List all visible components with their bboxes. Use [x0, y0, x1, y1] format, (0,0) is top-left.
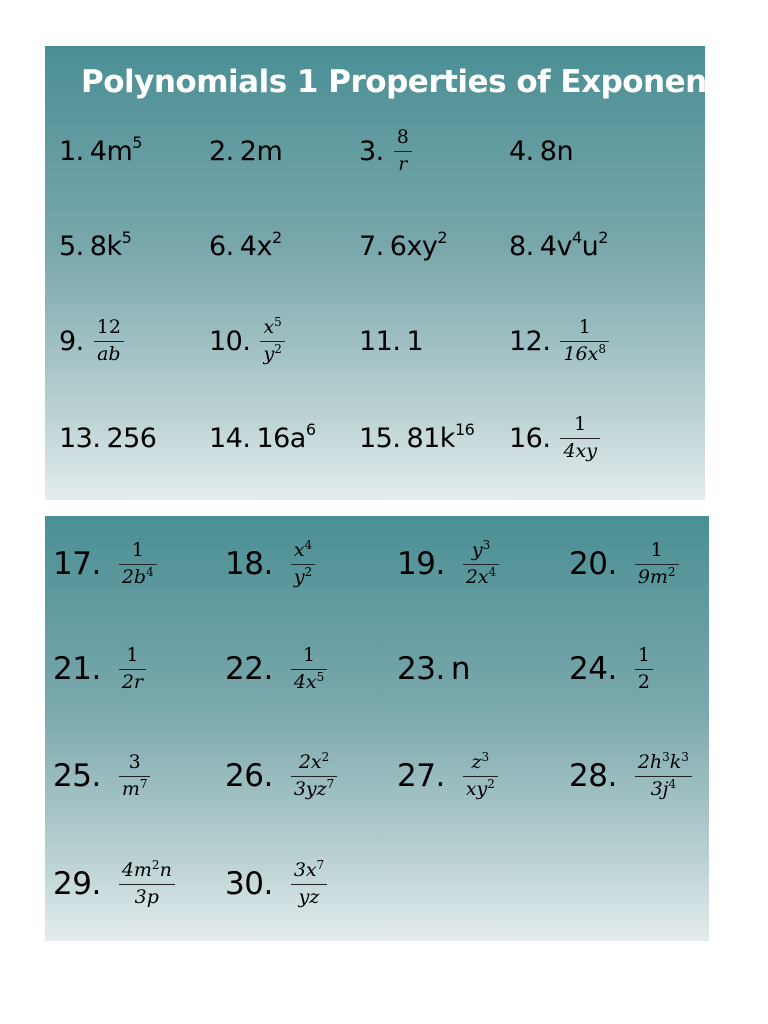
- answer-number: 11.: [359, 325, 401, 357]
- denominator-base: 16x: [563, 342, 599, 365]
- answer-item: [209, 416, 316, 460]
- denominator-exponent: 4: [668, 776, 677, 791]
- answer-base: 6xy: [389, 230, 438, 262]
- answer-expression: [389, 227, 448, 262]
- answer-base: 8n: [539, 135, 574, 167]
- answer-expression: [89, 132, 142, 167]
- answer-item: [569, 643, 653, 693]
- denominator-base: y: [263, 342, 275, 365]
- answer-number: 15.: [359, 422, 401, 454]
- answer-item: [225, 857, 327, 908]
- denominator-exponent: 8: [598, 341, 606, 356]
- denominator-exponent: 2: [667, 564, 676, 579]
- numerator-exponent-2: 3: [681, 749, 689, 764]
- answer-fraction: [260, 314, 284, 366]
- answer-item: [59, 315, 124, 365]
- fraction-numerator: [469, 749, 493, 774]
- answer-item: [225, 643, 327, 693]
- numerator-base: z: [471, 750, 482, 773]
- answer-number: 26.: [225, 758, 273, 794]
- numerator-exponent: 4: [304, 537, 313, 552]
- fraction-numerator: [469, 537, 493, 562]
- fraction-denominator: [94, 344, 124, 366]
- answer-number: 18.: [225, 546, 273, 582]
- answer-number: 10.: [209, 325, 251, 357]
- fraction-numerator: [291, 537, 315, 562]
- answer-fraction: [635, 749, 692, 801]
- denominator-exponent: 7: [139, 776, 148, 791]
- fraction-denominator: [291, 564, 315, 589]
- fraction-numerator: [260, 314, 284, 339]
- numerator-exponent: 2: [321, 749, 330, 764]
- answer-exponent: 2: [271, 227, 282, 247]
- answer-item: [53, 538, 157, 588]
- answer-fraction: [463, 749, 498, 801]
- fraction-numerator: [576, 317, 594, 339]
- fraction-numerator: [94, 317, 124, 339]
- fraction-bar: [94, 341, 124, 342]
- fraction-denominator: [296, 887, 323, 909]
- denominator-exponent: 2: [487, 776, 495, 791]
- fraction-numerator: [119, 857, 175, 882]
- numerator-base: 12: [96, 315, 121, 338]
- numerator-base: 1: [131, 538, 144, 561]
- fraction-numerator: [648, 540, 666, 562]
- answer-base: 4m: [89, 135, 133, 167]
- answer-item: [53, 857, 175, 908]
- fraction-numerator: [635, 749, 692, 774]
- denominator-base: 3j: [650, 777, 669, 800]
- fraction-numerator: [296, 749, 332, 774]
- fraction-numerator: [394, 127, 412, 149]
- fraction-numerator: [291, 857, 327, 882]
- answer-item: [225, 537, 315, 588]
- numerator-base: 1: [574, 412, 587, 435]
- numerator-base: 1: [637, 643, 650, 666]
- fraction-denominator: [119, 776, 151, 801]
- answer-number: 9.: [59, 325, 84, 357]
- answer-item: [59, 129, 142, 173]
- answer-item: [209, 129, 282, 173]
- answer-fraction: [291, 857, 327, 909]
- answer-fraction: [291, 645, 327, 694]
- answer-item: [509, 315, 609, 365]
- answer-expression: [451, 651, 470, 687]
- numerator-base: y: [471, 538, 483, 561]
- numerator-exponent: 3: [482, 537, 491, 552]
- answer-exponent: 4: [571, 227, 582, 247]
- answer-number: 12.: [509, 325, 551, 357]
- numerator-base: 1: [650, 538, 663, 561]
- answer-fraction: [291, 537, 315, 589]
- page-title: Polynomials 1 Properties of Exponents: [81, 64, 739, 100]
- fraction-numerator: [126, 752, 144, 774]
- answer-fraction: [394, 127, 412, 176]
- answer-fraction: [119, 645, 146, 694]
- answers-panel-1: [45, 46, 739, 500]
- answer-exponent: 16: [454, 419, 475, 439]
- answer-exponent: 5: [132, 132, 142, 152]
- answer-fraction: [635, 645, 653, 694]
- answer-number: 23.: [397, 651, 445, 687]
- answer-item: [53, 643, 146, 693]
- answer-number: 17.: [53, 546, 101, 582]
- answer-base-2: u: [581, 230, 599, 262]
- answer-number: 16.: [509, 422, 551, 454]
- answer-item: [209, 314, 285, 365]
- answer-expression: [239, 227, 282, 262]
- answer-item: [53, 750, 150, 800]
- answer-item: [397, 749, 498, 800]
- answer-number: 4.: [509, 135, 534, 167]
- numerator-exponent: 3: [662, 749, 670, 764]
- answer-number: 24.: [569, 651, 617, 687]
- answer-number: 20.: [569, 546, 617, 582]
- numerator-base: 2x: [298, 750, 322, 773]
- numerator-base: 3x: [293, 858, 317, 881]
- answer-base: 4x: [239, 230, 272, 262]
- answer-item: [59, 416, 157, 460]
- numerator-base: 3: [128, 750, 141, 773]
- answer-fraction: [635, 540, 679, 589]
- answer-expression: [240, 136, 282, 167]
- numerator-base: 1: [302, 643, 316, 666]
- denominator-base: yz: [298, 885, 320, 908]
- denominator-base: 2b: [121, 565, 147, 588]
- denominator-base: 2x: [465, 565, 489, 588]
- answer-number: 7.: [359, 230, 384, 262]
- numerator-exponent: 7: [316, 857, 325, 872]
- fraction-numerator: [300, 645, 318, 667]
- fraction-bar: [560, 438, 600, 439]
- fraction-numerator: [123, 645, 141, 667]
- answer-number: 25.: [53, 758, 101, 794]
- denominator-base: 3yz: [293, 777, 327, 800]
- fraction-denominator: [648, 776, 680, 801]
- answer-number: 5.: [59, 230, 84, 262]
- answer-fraction: [291, 749, 337, 801]
- denominator-exponent: 4: [146, 564, 154, 579]
- fraction-denominator: [119, 672, 146, 694]
- answer-fraction: [119, 752, 151, 801]
- answer-exponent: 5: [121, 227, 132, 247]
- answer-number: 29.: [53, 866, 101, 902]
- answer-item: [209, 224, 282, 268]
- fraction-bar: [291, 884, 327, 885]
- answer-fraction: [560, 317, 609, 366]
- denominator-base: 3p: [134, 885, 159, 908]
- fraction-denominator: [132, 887, 162, 909]
- denominator-base: m: [121, 777, 140, 800]
- answer-base: 81k: [406, 422, 455, 454]
- fraction-denominator: [119, 564, 157, 589]
- answer-expression: [89, 227, 132, 262]
- numerator-base: 2h: [637, 750, 663, 773]
- answer-exponent: 2: [437, 227, 448, 247]
- answer-item: [509, 224, 608, 268]
- denominator-base: xy: [465, 777, 488, 800]
- denominator-base: y: [293, 565, 305, 588]
- answer-fraction: [560, 414, 600, 463]
- answer-item: [359, 224, 447, 268]
- numerator-base: x: [263, 315, 275, 338]
- fraction-denominator: [395, 154, 410, 176]
- answer-item: [225, 749, 337, 800]
- answer-number: 27.: [397, 758, 445, 794]
- denominator-base: 2: [637, 670, 650, 693]
- answer-fraction: [463, 537, 499, 589]
- answer-number: 22.: [225, 651, 273, 687]
- answer-number: 6.: [209, 230, 234, 262]
- answer-item: [397, 537, 499, 588]
- answer-expression: [106, 423, 156, 454]
- answer-item: [509, 412, 600, 462]
- answer-expression: [540, 136, 573, 167]
- fraction-numerator: [571, 414, 589, 436]
- answer-item: [359, 125, 412, 175]
- denominator-exponent: 7: [326, 776, 335, 791]
- fraction-denominator: [260, 341, 284, 366]
- answer-fraction: [94, 317, 124, 366]
- answer-base: 256: [106, 422, 157, 454]
- answer-number: 30.: [225, 866, 273, 902]
- fraction-bar: [635, 669, 653, 670]
- fraction-denominator: [635, 672, 653, 694]
- answer-base: 4v: [539, 230, 572, 262]
- answer-fraction: [119, 540, 157, 589]
- numerator-exponent: 2: [151, 857, 160, 872]
- answer-expression: [406, 419, 475, 454]
- answer-number: 19.: [397, 546, 445, 582]
- fraction-denominator: [291, 776, 337, 801]
- fraction-denominator: [291, 669, 327, 694]
- fraction-bar: [119, 669, 146, 670]
- denominator-exponent: 2: [274, 341, 282, 356]
- answer-expression: [539, 227, 608, 262]
- answer-number: 1.: [59, 135, 84, 167]
- answer-fraction: [119, 857, 175, 909]
- denominator-exponent: 5: [316, 669, 325, 684]
- answer-item: [59, 224, 131, 268]
- numerator-base-2: k: [669, 750, 682, 773]
- answer-base: n: [450, 651, 470, 687]
- answer-exponent: 6: [305, 419, 316, 439]
- fraction-denominator: [463, 776, 498, 801]
- answer-number: 2.: [209, 135, 234, 167]
- fraction-numerator: [129, 540, 147, 562]
- answer-expression: [256, 419, 316, 454]
- denominator-base: 2r: [121, 670, 143, 693]
- numerator-base-2: n: [159, 858, 172, 881]
- answer-item: [359, 319, 423, 363]
- denominator-base: ab: [97, 342, 121, 365]
- answer-item: [397, 647, 470, 691]
- fraction-bar: [394, 151, 412, 152]
- numerator-base: 1: [126, 643, 139, 666]
- answer-base: 1: [406, 325, 424, 357]
- answer-item: [569, 749, 692, 800]
- denominator-base: 4x: [293, 670, 317, 693]
- answer-item: [509, 129, 573, 173]
- fraction-numerator: [635, 645, 653, 667]
- numerator-exponent: 3: [481, 749, 490, 764]
- answer-base: 16a: [256, 422, 306, 454]
- numerator-base: 4m: [121, 858, 152, 881]
- fraction-denominator: [560, 441, 600, 463]
- denominator-exponent: 2: [304, 564, 313, 579]
- answers-panel-2: [45, 516, 709, 941]
- answer-number: 8.: [509, 230, 534, 262]
- denominator-exponent: 4: [488, 564, 497, 579]
- denominator-base: 4xy: [563, 439, 597, 462]
- numerator-base: 8: [396, 125, 409, 148]
- answer-base: 2m: [239, 135, 283, 167]
- numerator-base: x: [293, 538, 305, 561]
- answer-number: 13.: [59, 422, 101, 454]
- fraction-bar: [119, 884, 175, 885]
- numerator-base: 1: [578, 315, 591, 338]
- denominator-base: 9m: [637, 565, 668, 588]
- numerator-exponent: 5: [274, 314, 282, 329]
- answer-number: 21.: [53, 651, 101, 687]
- answer-item: [569, 538, 679, 588]
- fraction-denominator: [560, 341, 609, 366]
- answer-number: 14.: [209, 422, 251, 454]
- answer-exponent-2: 2: [598, 227, 608, 247]
- answer-number: 28.: [569, 758, 617, 794]
- fraction-bar: [635, 776, 692, 777]
- fraction-denominator: [635, 564, 679, 589]
- fraction-denominator: [463, 564, 499, 589]
- denominator-base: r: [398, 152, 408, 175]
- answer-expression: [406, 326, 423, 357]
- answer-number: 3.: [359, 135, 384, 167]
- answer-item: [359, 416, 474, 460]
- answer-base: 8k: [89, 230, 122, 262]
